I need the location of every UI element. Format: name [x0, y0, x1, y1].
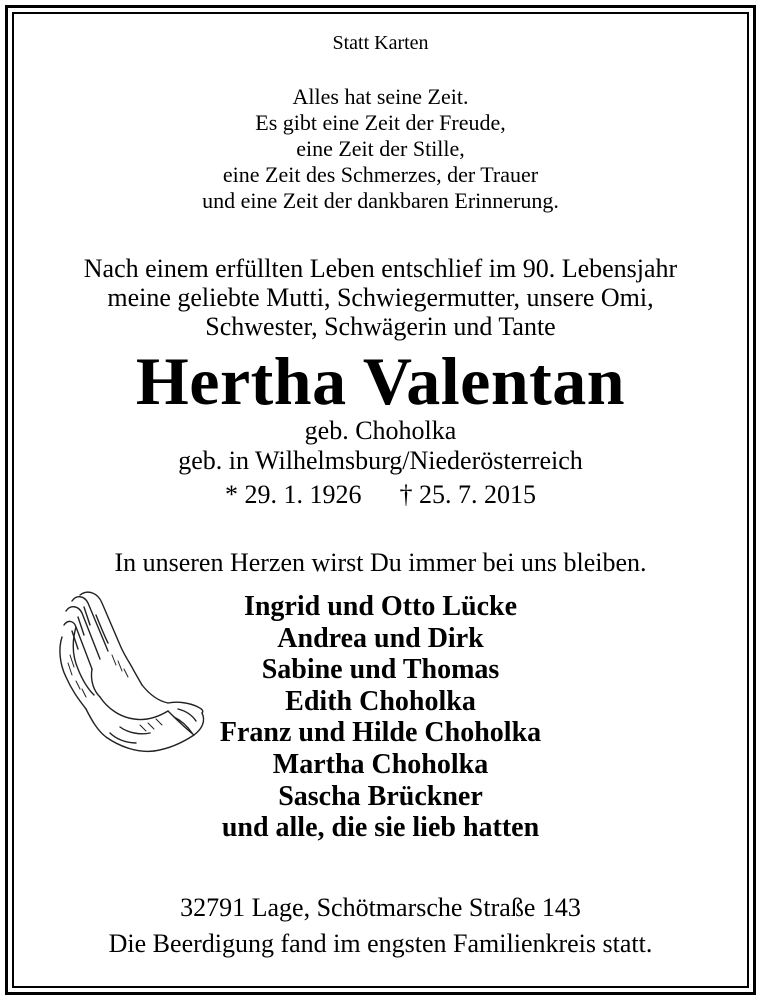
mourner: Franz und Hilde Choholka: [219, 717, 542, 749]
mourner: Ingrid und Otto Lücke: [243, 591, 518, 622]
motto: In unseren Herzen wirst Du immer bei uns bleiben.: [114, 548, 647, 577]
mourner: Andrea und Dirk: [277, 622, 484, 654]
mourners-list: [0, 591, 761, 844]
header-statt-karten: Statt Karten: [332, 32, 429, 54]
intro-line: meine geliebte Mutti, Schwiegermutter, unsere Omi,: [107, 283, 654, 312]
poem-line: Alles hat seine Zeit.: [292, 84, 469, 109]
address: 32791 Lage, Schötmarsche Straße 143: [180, 893, 581, 922]
maiden-name: geb. Choholka: [304, 416, 457, 445]
life-dates: [0, 480, 761, 510]
birth-date: * 29. 1. 1926: [225, 480, 362, 509]
birthplace: geb. in Wilhelmsburg/Niederösterreich: [178, 446, 583, 475]
intro-text: [0, 254, 761, 341]
intro-line: Nach einem erfüllten Leben entschlief im 90. Lebensjahr: [83, 254, 678, 283]
death-date: † 25. 7. 2015: [399, 480, 536, 509]
intro-line: Schwester, Schwägerin und Tante: [205, 312, 556, 341]
poem-line: eine Zeit des Schmerzes, der Trauer: [222, 162, 539, 187]
mourner: Sabine und Thomas: [261, 654, 500, 686]
mourner: und alle, die sie lieb hatten: [221, 812, 540, 844]
birth-details: [0, 416, 761, 476]
funeral-note: Die Beerdigung fand im engsten Familienkreis statt.: [108, 929, 653, 958]
poem-line: und eine Zeit der dankbaren Erinnerung.: [202, 188, 559, 213]
poem-line: Es gibt eine Zeit der Freude,: [255, 110, 506, 135]
mourner: Sascha Brückner: [278, 780, 483, 812]
mourner: Martha Choholka: [272, 748, 489, 780]
mourner: Edith Choholka: [285, 685, 476, 717]
poem: [0, 84, 761, 214]
deceased-name: Hertha Valentan: [135, 343, 626, 419]
poem-line: eine Zeit der Stille,: [296, 136, 465, 161]
